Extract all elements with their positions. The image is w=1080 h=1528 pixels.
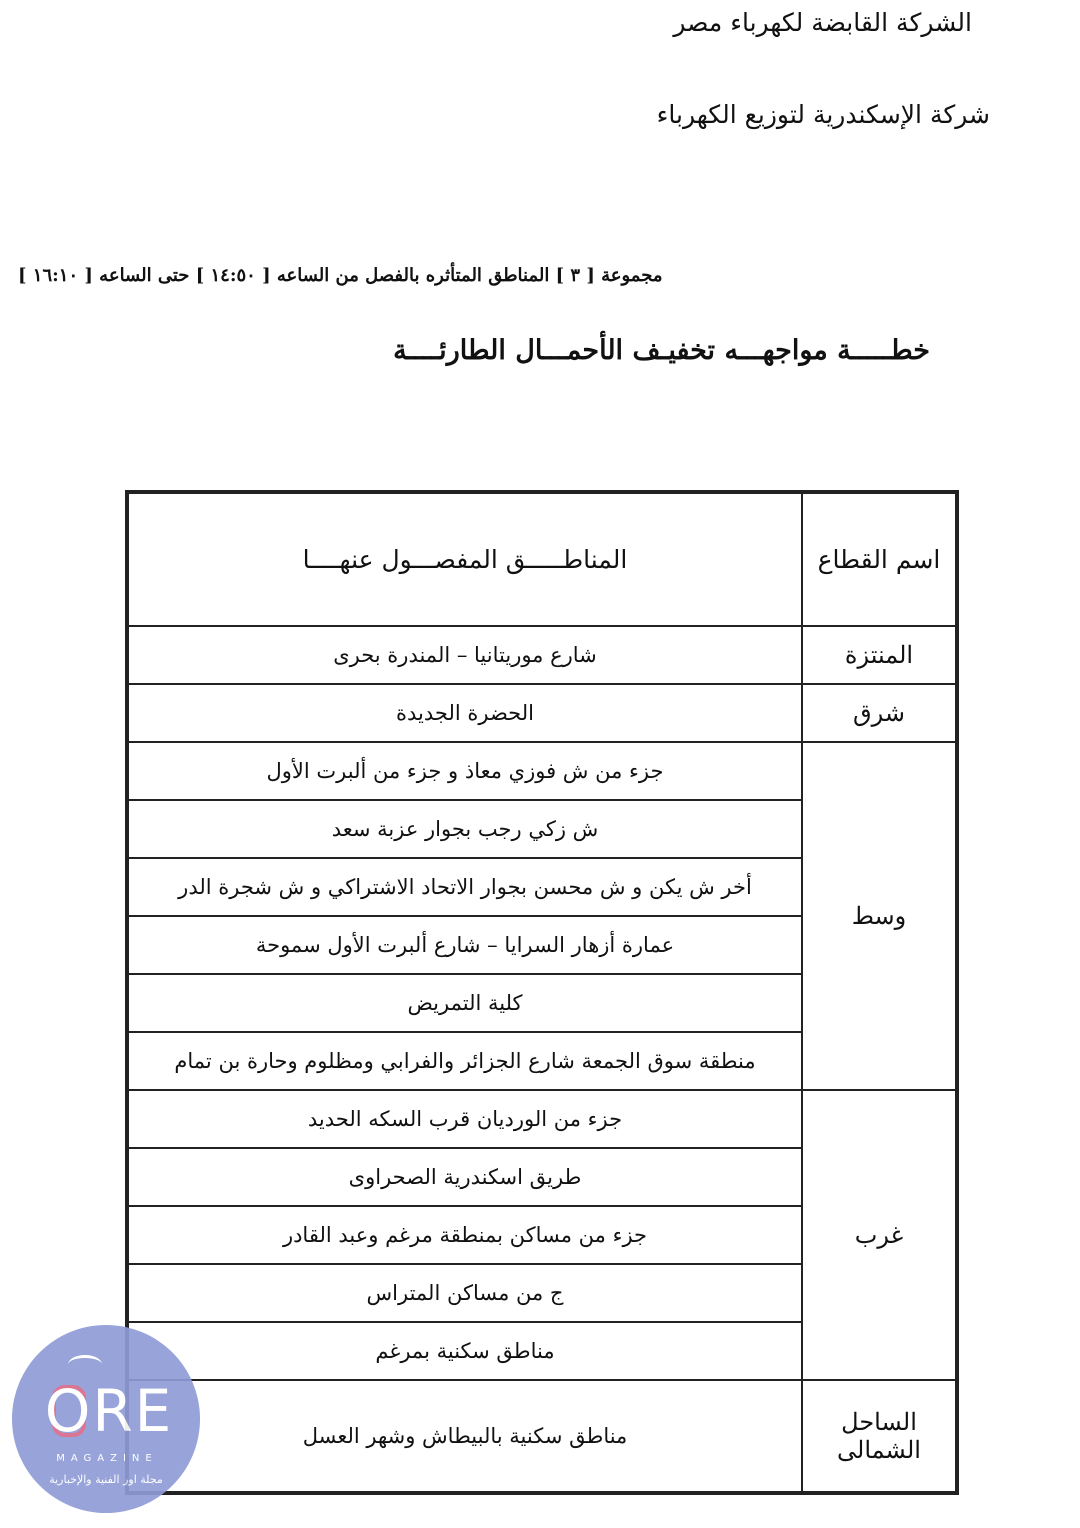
area-cell: الحضرة الجديدة [127,684,802,742]
sector-column-header: اسم القطاع [802,492,957,626]
table-row [127,684,957,742]
table-row [127,1380,957,1493]
sector-cell: غرب [802,1090,957,1380]
watermark-subtitle: MAGAZINE [56,1453,158,1464]
sector-cell: الساحل الشمالى [802,1380,957,1493]
sector-cell: شرق [802,684,957,742]
watermark-brand: ORE [44,1377,174,1445]
table-row [127,626,957,684]
area-cell: جزء من ش فوزي معاذ و جزء من ألبرت الأول [127,742,802,800]
watermark-logo [12,1325,200,1513]
sector-cell: وسط [802,742,957,1090]
signal-icon [68,1355,102,1374]
area-cell: ش زكي رجب بجوار عزبة سعد [127,800,802,858]
area-cell: ج من مساكن المتراس [127,1264,802,1322]
areas-table [125,490,959,1495]
table-header-row [127,492,957,626]
area-cell: منطقة سوق الجمعة شارع الجزائر والفرابي ومظلوم وحارة بن تمام [127,1032,802,1090]
area-cell: مناطق سكنية بمرغم [127,1322,802,1380]
holding-company-name: الشركة القابضة لكهرباء مصر [673,8,972,37]
group-time-line: مجموعة [ ٣ ] المناطق المتأثره بالفصل من الساعه [ ١٤:٥٠ ] حتى الساعه [ ١٦:١٠ ] [18,265,663,286]
area-cell: أخر ش يكن و ش محسن بجوار الاتحاد الاشتراكي و ش شجرة الدر [127,858,802,916]
distribution-company-name: شركة الإسكندرية لتوزيع الكهرباء [656,100,990,129]
watermark-caption: مجلة اور الفنية والإخبارية [49,1473,163,1486]
area-cell: مناطق سكنية بالبيطاش وشهر العسل [127,1380,802,1493]
area-cell: عمارة أزهار السرايا – شارع ألبرت الأول سموحة [127,916,802,974]
table-row [127,742,957,800]
table-row [127,1090,957,1148]
area-cell: شارع موريتانيا – المندرة بحرى [127,626,802,684]
area-cell: طريق اسكندرية الصحراوى [127,1148,802,1206]
area-cell: جزء من الورديان قرب السكه الحديد [127,1090,802,1148]
area-cell: جزء من مساكن بمنطقة مرغم وعبد القادر [127,1206,802,1264]
plan-title: خطـــــة مواجهـــه تخفيـف الأحمـــال الطارئــــة [393,335,930,366]
sector-cell: المنتزة [802,626,957,684]
area-cell: كلية التمريض [127,974,802,1032]
areas-column-header: المناطـــــق المفصـــول عنهــــا [127,492,802,626]
